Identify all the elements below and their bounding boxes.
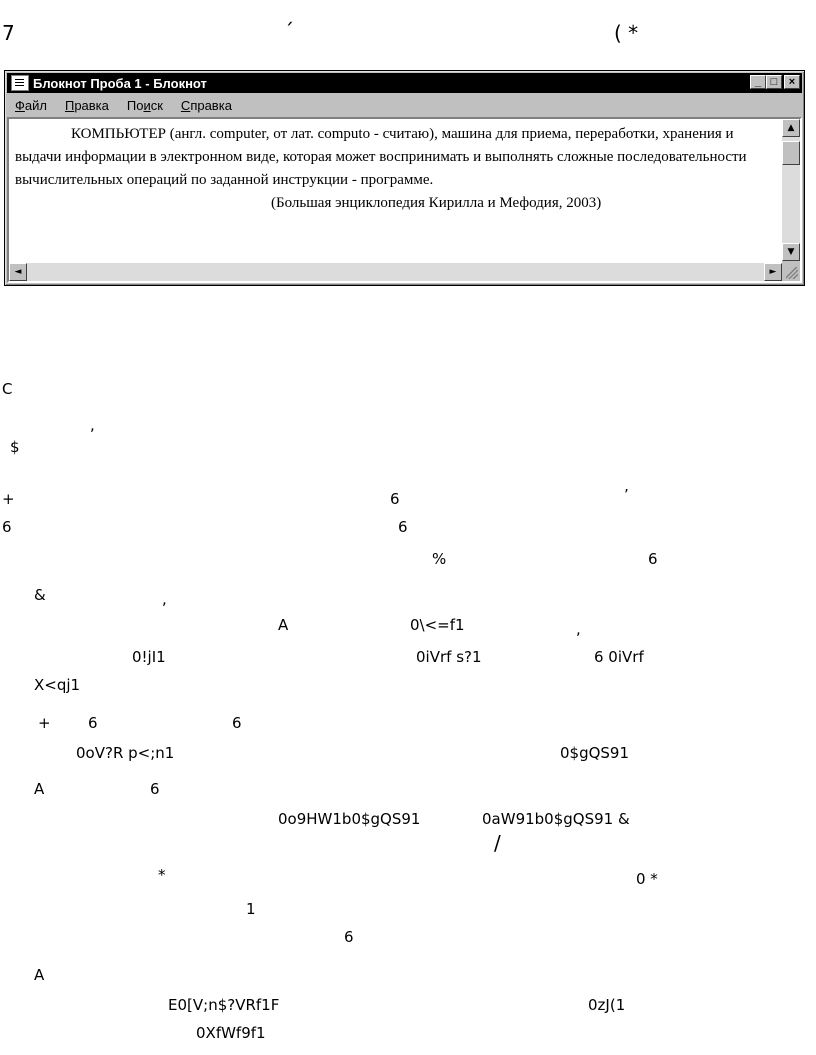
body-fragment: A xyxy=(278,616,289,634)
menu-file-mnemonic: Ф xyxy=(15,97,25,113)
horizontal-scrollbar[interactable] xyxy=(9,263,782,281)
body-fragment: X<qj1 xyxy=(34,676,81,694)
menu-search-label-start: По xyxy=(126,97,144,113)
menu-file[interactable] xyxy=(15,98,47,113)
menu-search-mnemonic: и xyxy=(143,97,151,113)
body-fragment: 0!jI1 xyxy=(132,648,166,666)
body-fragment: 0XfWf9f1 xyxy=(196,1024,266,1042)
body-fragment: ’ xyxy=(624,486,629,504)
body-fragment: 0iVrf s?1 xyxy=(416,648,482,666)
body-fragment: , xyxy=(90,416,95,434)
menu-help-label: правка xyxy=(190,97,232,113)
body-fragment: 6 xyxy=(648,550,658,568)
notepad-window xyxy=(4,70,805,286)
vertical-scroll-thumb[interactable] xyxy=(782,141,800,165)
body-fragment: 6 xyxy=(344,928,354,946)
definition-paragraph: КОМПЬЮТЕР (англ. computer, от лат. computo - считаю), машина для приема, переработки, хранения и выдачи информации в электронном виде, которая может воспринимать и выполнять сложные последовательности вычислительных операций по заданной инструкции - программе. xyxy=(15,126,747,188)
body-fragment: + xyxy=(38,714,51,732)
body-fragment: 6 xyxy=(88,714,98,732)
window-controls xyxy=(750,75,800,89)
body-fragment: 0aW91b0$gQS91 & xyxy=(482,810,630,828)
body-fragment: 6 xyxy=(390,490,400,508)
scroll-right-button[interactable]: ► xyxy=(764,263,782,281)
body-fragment: 0 * xyxy=(636,870,658,888)
body-fragment: E0[V;n$?VRf1F xyxy=(168,996,280,1014)
text-editor[interactable] xyxy=(7,117,802,283)
menu-help[interactable] xyxy=(181,98,232,113)
body-fragment: 6 xyxy=(2,518,12,536)
resize-grip[interactable] xyxy=(782,261,800,281)
body-fragment: 0o9HW1b0$gQS91 xyxy=(278,810,421,828)
minimize-button[interactable]: _ xyxy=(750,75,766,89)
body-fragment: 0oV?R p<;n1 xyxy=(76,744,175,762)
menu-search-label-end: ск xyxy=(150,97,163,113)
menu-edit-mnemonic: П xyxy=(64,97,75,113)
body-fragment: $ xyxy=(10,438,20,456)
body-fragment: + xyxy=(2,490,15,508)
menu-edit-label: равка xyxy=(74,97,109,113)
body-fragment: * xyxy=(158,866,166,884)
menu-help-mnemonic: С xyxy=(180,97,191,113)
body-fragment: 0zJ(1 xyxy=(588,996,626,1014)
scroll-down-button[interactable]: ▼ xyxy=(782,243,800,261)
window-title: Блокнот Проба 1 - Блокнот xyxy=(33,75,207,91)
menu-edit[interactable] xyxy=(65,98,109,113)
vertical-scrollbar[interactable] xyxy=(782,119,800,261)
body-fragment: 6 xyxy=(232,714,242,732)
body-fragment: C xyxy=(2,380,13,398)
scroll-left-button[interactable]: ◄ xyxy=(9,263,27,281)
body-fragment: 0$gQS91 xyxy=(560,744,630,762)
body-fragment: A xyxy=(34,966,45,984)
body-fragment: 6 xyxy=(398,518,408,536)
title-bar[interactable] xyxy=(7,73,802,93)
body-fragment: 0\<=f1 xyxy=(410,616,465,634)
close-button[interactable]: × xyxy=(784,75,800,89)
body-fragment: , xyxy=(576,620,581,638)
body-fragment: 6 xyxy=(150,780,160,798)
document-text[interactable] xyxy=(15,123,776,259)
source-citation: (Большая энциклопедия Кирилла и Мефодия, 2003) xyxy=(271,195,602,211)
body-fragment: / xyxy=(494,831,501,855)
header-fragment: 7 xyxy=(2,21,15,45)
header-fragment: ´ xyxy=(284,19,294,43)
body-fragment: % xyxy=(432,550,447,568)
body-fragment: , xyxy=(162,590,167,608)
notepad-icon xyxy=(11,75,29,91)
maximize-button[interactable]: □ xyxy=(766,75,782,89)
menu-bar xyxy=(7,95,802,115)
body-fragment: 1 xyxy=(246,900,256,918)
body-fragment: 6 0iVrf xyxy=(594,648,644,666)
menu-search[interactable] xyxy=(127,98,163,113)
body-fragment: A xyxy=(34,780,45,798)
header-fragment: ( * xyxy=(614,21,639,45)
body-fragment: & xyxy=(34,586,46,604)
scroll-up-button[interactable]: ▲ xyxy=(782,119,800,137)
menu-file-label: айл xyxy=(24,97,47,113)
